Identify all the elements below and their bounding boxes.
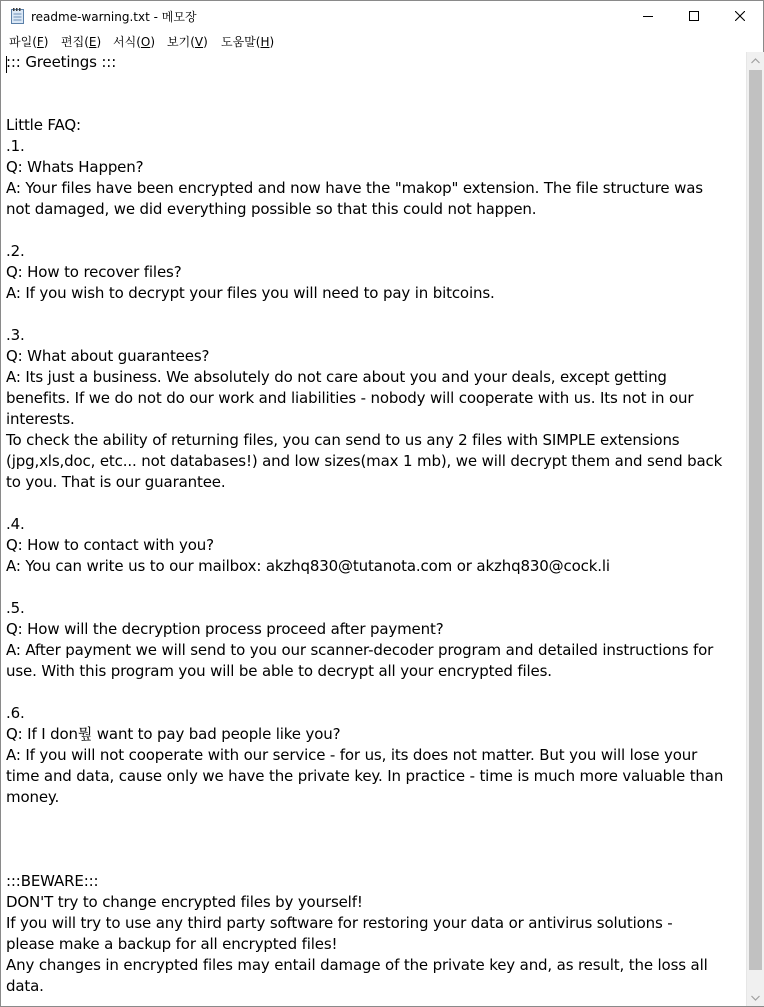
- menu-view-accel: V: [194, 35, 204, 49]
- menu-format-label: 서식: [113, 35, 137, 49]
- text-line: not damaged, we did everything possible so that this could not happen.: [6, 200, 537, 218]
- text-line: interests.: [6, 410, 75, 428]
- menu-format-accel: O: [140, 35, 151, 49]
- text-line: to you. That is our guarantee.: [6, 473, 226, 491]
- text-line: To check the ability of returning files, you can send to us any 2 files with SIMPLE extensions: [6, 431, 680, 449]
- text-line: Q: How to contact with you?: [6, 536, 214, 554]
- text-line: A: Your files have been encrypted and now have the "makop" extension. The file structure was: [6, 179, 703, 197]
- menu-bar: [1, 31, 763, 51]
- menu-help-label: 도움말: [221, 35, 256, 49]
- menu-file-accel: F: [36, 35, 44, 49]
- window-title: readme-warning.txt - 메모장: [31, 10, 197, 24]
- scroll-down-button[interactable]: [747, 989, 764, 1006]
- text-line: Q: How to recover files?: [6, 263, 182, 281]
- chevron-down-icon: [751, 995, 760, 1001]
- scroll-up-button[interactable]: [747, 52, 764, 69]
- text-line: A: If you will not cooperate with our service - for us, its does not matter. But you will lose your: [6, 746, 698, 764]
- text-line: please make a backup for all encrypted files!: [6, 935, 338, 953]
- text-line: data.: [6, 977, 44, 995]
- menu-view-label: 보기: [167, 35, 191, 49]
- menu-format[interactable]: 서식(O): [113, 35, 156, 49]
- text-line: .3.: [6, 326, 25, 344]
- text-line: Q: What about guarantees?: [6, 347, 210, 365]
- text-line: .4.: [6, 515, 25, 533]
- minimize-button[interactable]: [625, 1, 671, 31]
- vertical-scrollbar[interactable]: [746, 52, 764, 1006]
- menu-view[interactable]: 보기(V): [167, 35, 208, 49]
- minimize-icon: [643, 11, 653, 21]
- text-line: Any changes in encrypted files may entail damage of the private key and, as result, the loss all: [6, 956, 708, 974]
- text-line: .5.: [6, 599, 25, 617]
- text-line: :::BEWARE:::: [6, 872, 99, 890]
- text-line: A: Its just a business. We absolutely do not care about you and your deals, except getting: [6, 368, 667, 386]
- chevron-up-icon: [751, 58, 760, 64]
- menu-file[interactable]: 파일(F): [9, 35, 49, 49]
- menu-file-label: 파일: [9, 35, 33, 49]
- title-bar[interactable]: [1, 1, 763, 31]
- close-icon: [735, 11, 745, 21]
- text-line: time and data, cause only we have the private key. In practice - time is much more valuable than: [6, 767, 724, 785]
- maximize-button[interactable]: [671, 1, 717, 31]
- text-line: If you will try to use any third party software for restoring your data or antivirus solutions -: [6, 914, 673, 932]
- text-line: Q: Whats Happen?: [6, 158, 144, 176]
- text-line: Little FAQ:: [6, 116, 81, 134]
- text-line: A: If you wish to decrypt your files you will need to pay in bitcoins.: [6, 284, 495, 302]
- text-line: benefits. If we do not do our work and liabilities - nobody will cooperate with us. Its not in our: [6, 389, 694, 407]
- menu-edit-accel: E: [88, 35, 97, 49]
- text-line: Q: How will the decryption process proceed after payment?: [6, 620, 444, 638]
- text-line: Q: If I don뭪 want to pay bad people like you?: [6, 725, 341, 743]
- scroll-thumb[interactable]: [749, 70, 762, 970]
- close-button[interactable]: [717, 1, 763, 31]
- text-line: DON'T try to change encrypted files by yourself!: [6, 893, 363, 911]
- text-line: .1.: [6, 137, 25, 155]
- menu-help-accel: H: [260, 35, 270, 49]
- notepad-icon: [11, 8, 25, 24]
- menu-edit-label: 편집: [61, 35, 85, 49]
- text-line: A: You can write us to our mailbox: akzhq830@tutanota.com or akzhq830@cock.li: [6, 557, 610, 575]
- text-line: (jpg,xls,doc, etc... not databases!) and low sizes(max 1 mb), we will decrypt them and send back: [6, 452, 723, 470]
- text-editor[interactable]: [2, 52, 746, 1006]
- text-line: A: After payment we will send to you our scanner-decoder program and detailed instructions for: [6, 641, 714, 659]
- menu-edit[interactable]: 편집(E): [61, 35, 102, 49]
- text-line: money.: [6, 788, 60, 806]
- text-line: ::: Greetings :::: [6, 53, 117, 71]
- text-line: use. With this program you will be able to decrypt all your encrypted files.: [6, 662, 552, 680]
- menu-help[interactable]: 도움말(H): [221, 35, 275, 49]
- text-line: .6.: [6, 704, 25, 722]
- text-line: .2.: [6, 242, 25, 260]
- maximize-icon: [689, 11, 699, 21]
